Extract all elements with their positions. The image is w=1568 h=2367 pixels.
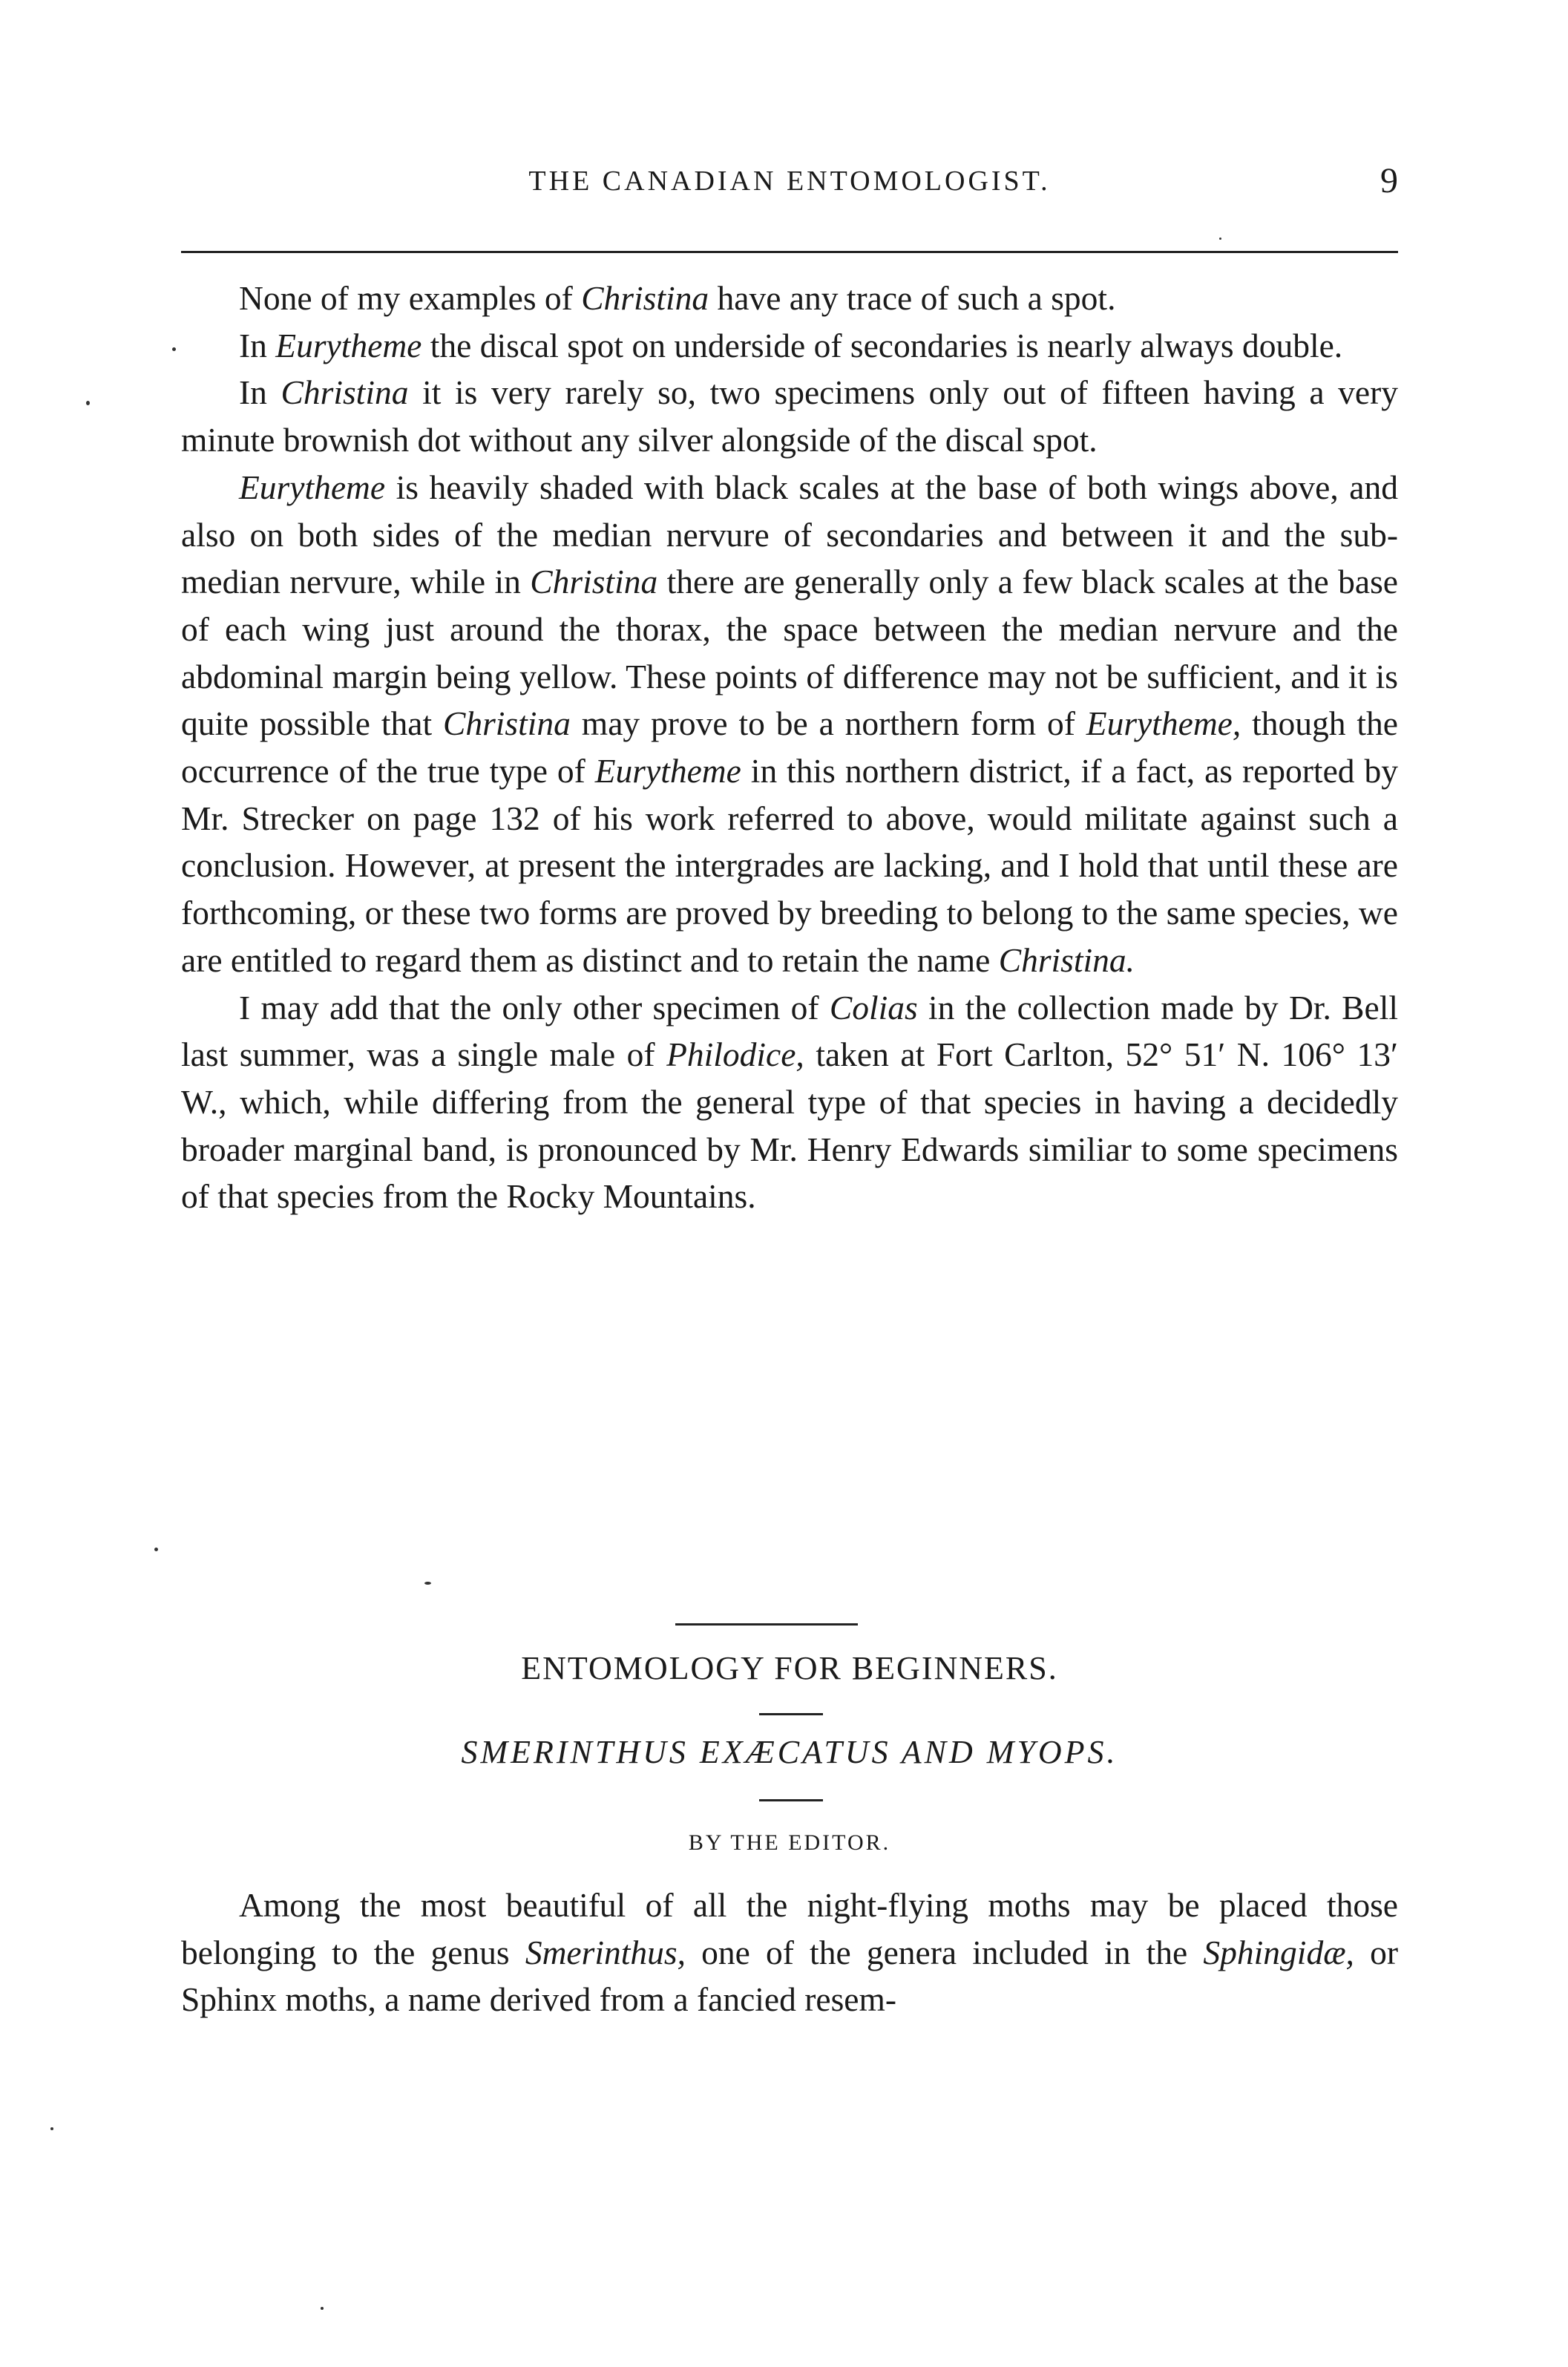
print-speck (172, 347, 176, 351)
section-separator-rule (675, 1623, 858, 1626)
italic-run: Colias (829, 988, 918, 1027)
italic-run: Smerinthus, (525, 1933, 686, 1971)
italic-run: Christina (581, 279, 709, 317)
text-run: taken at Fort Carlton, 52° 51′ N. 106° 13′ W., which, while differing from the general type of that species in having a decidedly broader marginal band, is pronounced by Mr. Henry Edwards similiar to some specimens of that species from the Rocky Mountains. (181, 1035, 1398, 1216)
title-short-rule (759, 1799, 823, 1801)
paragraph (181, 984, 1398, 1221)
text-run: In (239, 326, 276, 364)
print-speck (154, 1548, 158, 1551)
text-run: Among the most beautiful of all the night-flying moths may be placed those belonging to the genus (181, 1886, 1398, 1971)
italic-run: Sphingidæ, (1203, 1933, 1354, 1971)
text-run: it is very rarely so, two specimens only out of fifteen having a very minute brownish dot without any silver alongside of the discal spot. (181, 373, 1398, 459)
text-run: one of the genera included in the (685, 1933, 1204, 1971)
paragraph (181, 464, 1398, 984)
text-run: may prove to be a northern form of (570, 704, 1086, 743)
print-speck (86, 401, 90, 405)
text-run: is heavily shaded with black scales at the base of both wings above, and also on both sides of the median nervure of secondaries and between it and the sub-median nervure, while in (181, 468, 1398, 601)
article-body (181, 1882, 1398, 2023)
text-run: in this northern district, if a fact, as reported by Mr. Strecker on page 132 of his work referred to above, would militate against such a conclusion. However, at present the intergrades are lacking, and I hold that until these are forthcoming, or these two forms are proved by breeding to belong to the same species, we are entitled to regard them as distinct and to retain the name (181, 752, 1398, 979)
text-run: have any trace of such a spot. (709, 279, 1116, 317)
paragraph (181, 369, 1398, 463)
text-run: the discal spot on underside of secondaries is nearly always double. (421, 326, 1343, 364)
running-head (181, 161, 1398, 209)
text-run: I may add that the only other specimen of (239, 988, 830, 1027)
article-title: SMERINTHUS EXÆCATUS AND MYOPS. (461, 1734, 1118, 1770)
italic-run: Christina (442, 704, 571, 743)
print-speck (50, 2127, 53, 2130)
page-number: 9 (1380, 161, 1398, 200)
text-run: there are generally only a few black scales at the base of each wing just around the thorax, the space between the median nervure and the abdominal margin being yellow. These points of difference may not be sufficient, and it is quite possible that (181, 563, 1398, 743)
byline: BY THE EDITOR. (688, 1830, 891, 1855)
text-run: though the occurrence of the true type of (181, 704, 1398, 790)
article-body-continued (181, 275, 1398, 1220)
paragraph (181, 275, 1398, 322)
header-rule (181, 251, 1398, 253)
italic-run: Philodice, (666, 1035, 804, 1074)
italic-run: Christina (281, 373, 409, 412)
italic-run: Eurytheme (239, 468, 386, 506)
italic-run: Christina (530, 563, 658, 601)
section-heading: ENTOMOLOGY FOR BEGINNERS. (521, 1650, 1058, 1686)
paragraph (181, 322, 1398, 370)
italic-run: Christina. (998, 940, 1135, 979)
italic-run: Eurytheme (275, 326, 422, 364)
print-speck (1219, 238, 1221, 240)
text-run: None of my examples of (239, 279, 582, 317)
italic-run: Eurytheme, (1086, 704, 1241, 743)
text-run: In (239, 373, 281, 412)
running-title: THE CANADIAN ENTOMOLOGIST. (528, 166, 1051, 197)
heading-short-rule (759, 1713, 823, 1715)
print-speck (424, 1582, 431, 1585)
text-run: in the collection made by Dr. Bell last summer, was a single male of (181, 988, 1398, 1074)
print-speck (321, 2307, 324, 2310)
paragraph (181, 1882, 1398, 2023)
italic-run: Eurytheme (594, 752, 741, 790)
text-run: or Sphinx moths, a name derived from a fancied resem- (181, 1933, 1398, 2019)
